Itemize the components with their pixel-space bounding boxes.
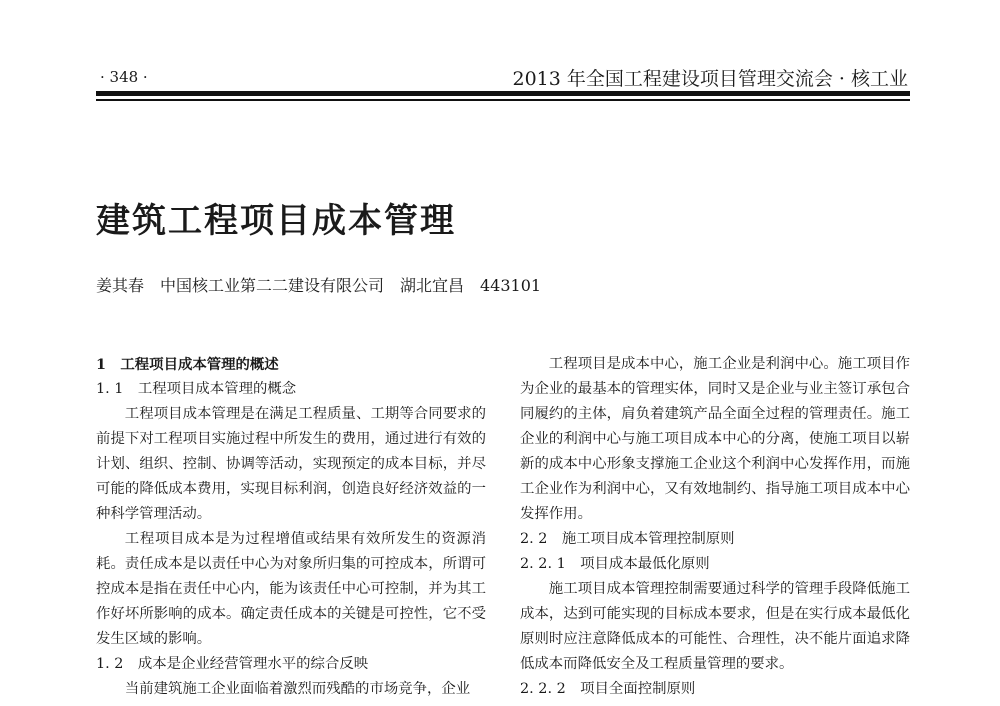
paragraph: 工程项目成本管理是在满足工程质量、工期等合同要求的前提下对工程项目实施过程中所发生的费用，通过进行有效的计划、组织、控制、协调等活动，实现预定的成本目标，并尽可能的降低成本费用，实现目标利润，创造良好经济效益的一种科学管理活动。 xyxy=(96,406,486,522)
subsubsection-heading: 2. 2. 1 项目成本最低化原则 xyxy=(520,556,710,572)
page-number: · 348 · xyxy=(100,68,148,86)
subsection-heading: 2. 2 施工项目成本管理控制原则 xyxy=(520,531,735,547)
running-header xyxy=(96,60,910,100)
right-column xyxy=(520,352,910,702)
paragraph: 工程项目是成本中心，施工企业是利润中心。施工项目作为企业的最基本的管理实体，同时又是企业与业主签订承包合同履约的主体，肩负着建筑产品全面全过程的管理责任。施工企业的利润中心与施工项目成本中心的分离，使施工项目以崭新的成本中心形象支撑施工企业这个利润中心发挥作用，而施工企业作为利润中心，又有效地制约、指导施工项目成本中心发挥作用。 xyxy=(520,356,910,522)
subsection-heading: 1. 2 成本是企业经营管理水平的综合反映 xyxy=(96,656,369,672)
paragraph: 当前建筑施工企业面临着激烈而残酷的市场竞争，企业 xyxy=(124,681,471,697)
paragraph: 施工项目成本管理控制需要通过科学的管理手段降低施工成本，达到可能实现的目标成本要求，但是在实行成本最低化原则时应注意降低成本的可能性、合理性，决不能片面追求降低成本而降低安全及工程质量管理的要求。 xyxy=(520,581,910,672)
header-rule-thin xyxy=(96,99,910,101)
paragraph: 工程项目成本是为过程增值或结果有效所发生的资源消耗。责任成本是以责任中心为对象所归集的可控成本，所谓可控成本是指在责任中心内，能为该责任中心可控制，并为其工作好坏所影响的成本。确定责任成本的关键是可控性，它不受发生区域的影响。 xyxy=(96,531,486,647)
subsection-heading: 1. 1 工程项目成本管理的概念 xyxy=(96,381,297,397)
section-heading: 1 工程项目成本管理的概述 xyxy=(96,356,279,373)
article-title: 建筑工程项目成本管理 xyxy=(96,201,456,241)
left-column xyxy=(96,352,486,702)
journal-title: 2013 年全国工程建设项目管理交流会 · 核工业 xyxy=(512,68,908,90)
header-rule-thick xyxy=(96,91,910,96)
subsubsection-heading: 2. 2. 2 项目全面控制原则 xyxy=(520,681,696,697)
author-line: 姜其春 中国核工业第二二建设有限公司 湖北宜昌 443101 xyxy=(96,276,542,295)
